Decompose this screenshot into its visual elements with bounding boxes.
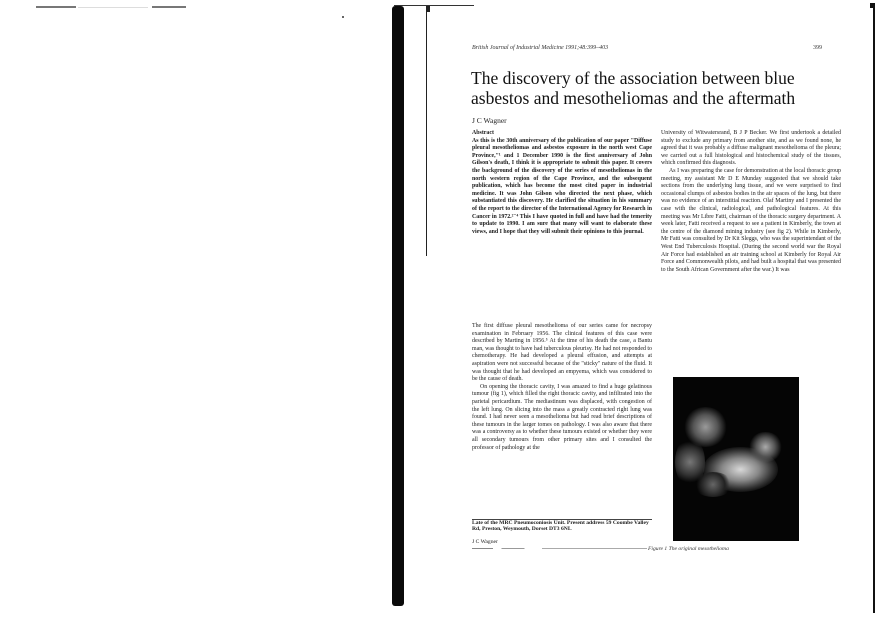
bottom-rule xyxy=(472,548,647,549)
page-right-corner xyxy=(870,3,875,8)
left-page-rule xyxy=(78,7,148,8)
body-paragraph: As I was preparing the case for demonstration at the local thoracic group meeting, my assistant Mr D E Munday suggested that we should take sections from the underlying lung tissue, and we were surprised to find occasional clumps of asbestos bodies in the air spaces of the lung, but there was no evidence of an interstitial reaction. Olaf Martiny and I presented the case with the clinical, radiological, and pathological features. At this meeting was Mr Libre Fatti, chairman of the thoracic surgery department. A week later, Fatti received a request to see a patient in Kimberly, the town at the centre of the diamond mining industry (see fig 2). While in Kimberly, Mr Fatti was consulted by Dr Kit Sleggs, who was the superintendant of the West End Tuberculosis Hospital. (During the second world war the Royal Air Force had established an air training school at Kimberly for Royal Air Force and Commonwealth pilots, and had built a hospital that was presented to the South African Government after the war.) It was xyxy=(661,167,841,273)
abstract-heading: Abstract xyxy=(472,130,494,136)
body-paragraph: On opening the thoracic cavity, I was amazed to find a huge gelatinous tumour (fig 1), which filled the right thoracic cavity, and infiltrated into the parietal pericardium. The mediastinum was displaced, with congestion of the left lung. On slicing into the mass a greatly contracted right lung was found. I had never seen a mesothelioma but had read brief descriptions of these tumours in the larger tomes on pathology. I was also aware that there was a controversy as to whether these tumours existed or whether they were all secondary tumours from other primary sites and I consulted the professor of pathology at the xyxy=(472,383,652,451)
page-number: 399 xyxy=(813,45,822,51)
article-author: J C Wagner xyxy=(472,116,507,125)
page-inner-edge xyxy=(426,6,427,256)
footnote-author: J C Wagner xyxy=(472,539,498,545)
body-column-right xyxy=(661,130,841,274)
body-column-left xyxy=(472,323,652,452)
figure-1-tumour-photo xyxy=(673,377,799,541)
book-spine-top-edge xyxy=(394,5,474,6)
scan-speck xyxy=(342,16,344,18)
page-inner-corner xyxy=(426,6,430,12)
book-spine-shadow xyxy=(392,6,404,606)
left-page-rule xyxy=(36,6,76,8)
abstract-text: As this is the 30th anniversary of the publication of our paper "Diffuse pleural mesotheliomas and asbestos exposure in the north west Cape Province,"¹ and 1 December 1990 is the first anniversary of John Gilson's death, I think it is appropriate to submit this paper. It covers the background of the discovery of the series of mesotheliomas in the north western region of the Cape Province, and the subsequent publication, which has become the most cited paper in industrial medicine. It was John Gilson who directed the next phase, which substantiated this discovery. He clarified the situation in his summary of the report to the director of the International Agency for Research in Cancer in 1972.²⁻⁴ This I have quoted in full and have had the temerity to update to 1990. I am sure that many will want to elaborate these views, and I hope that they will submit their opinions to this journal. xyxy=(472,137,652,235)
figure-caption: Figure 1 The original mesothelioma xyxy=(648,546,729,552)
footnote: Late of the MRC Pneumoconiosis Unit. Present address 59 Coombe Valley Rd, Preston, Weymouth, Dorset DT3 6NL xyxy=(472,520,649,533)
article-title: The discovery of the association between blue asbestos and mesotheliomas and the aftermath xyxy=(471,68,796,108)
body-paragraph: University of Witwatersrand, B J P Becker. We first undertook a detailed study to exclude any primary from another site, and as we found none, he agreed that it was probably a diffuse malignant mesothelioma of the pleura; we carried out a full histological and histochemical study of the tissues, which confirmed this diagnosis. xyxy=(661,130,841,167)
body-paragraph: The first diffuse pleural mesothelioma of our series came for necropsy examination in February 1956. The clinical features of this case were described by Marting in 1956.⁵ At the time of his death the case, a Bantu man, was thought to have had tuberculous pleurisy. He had not responded to chemotherapy. He had developed a pleural effusion, and attempts at aspiration were not successful because of the "sticky" nature of the fluid. It was thought that he had developed an empyema, which was considered to be the cause of death. xyxy=(472,323,652,383)
abstract-block xyxy=(472,130,652,236)
running-head: British Journal of Industrial Medicine 1991;48:399–403 xyxy=(472,45,609,51)
left-page-rule xyxy=(152,6,186,8)
page-right-edge xyxy=(873,3,875,613)
